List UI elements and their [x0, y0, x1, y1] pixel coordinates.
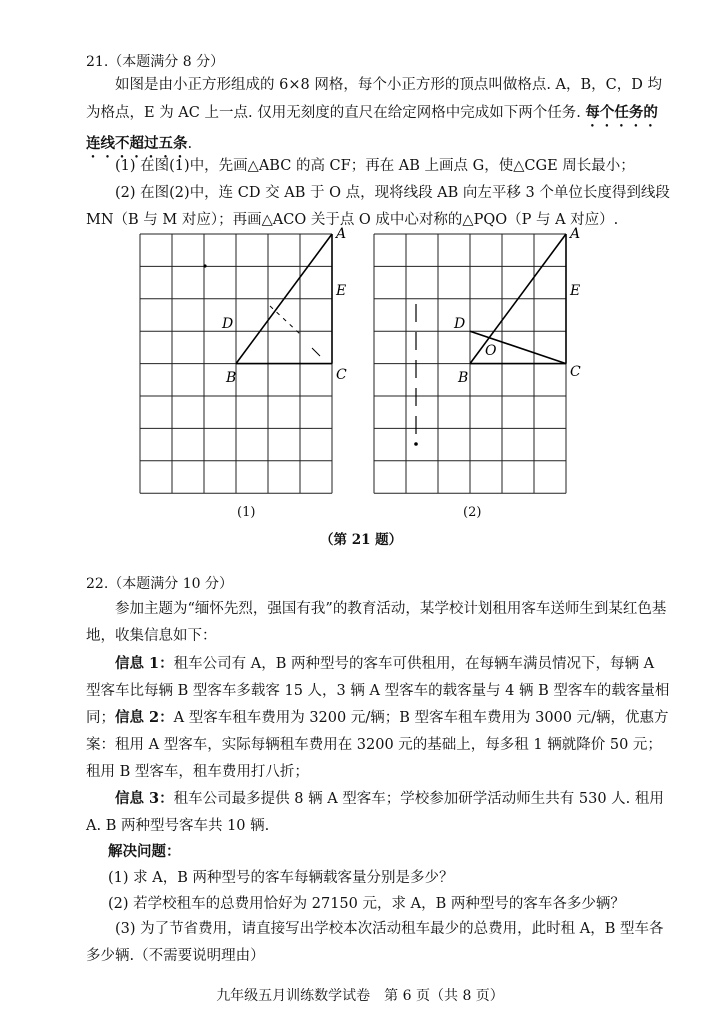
label-d: D: [222, 316, 234, 332]
q22-question-1: (1) 求 A，B 两种型号的客车每辆载客量分别是多少？: [108, 870, 454, 886]
info3-label: 信息 3：: [115, 790, 174, 807]
q21-task2: (2) 在图(2)中，连 CD 交 AB 于 O 点，现将线段 AB 向左平移 3 个单位长度得到线段 MN（B 与 M 对应）；再画△ACO 关于点 O 成中心对称的△PQO（P 与 A 对应）.: [86, 185, 670, 228]
q21-task1: (1) 在图(1)中，先画△ABC 的高 CF；再在 AB 上画点 G，使△CGE 周长最小；: [115, 158, 635, 174]
figure-title: （第 21 题）: [320, 532, 403, 548]
q22-info3: [86, 785, 672, 840]
label-c: C: [336, 367, 347, 383]
info1-text: 租车公司有 A，B 两种型号的客车可供租用，在每辆车满员情况下，每辆 A 型客车比每辆 B 型客车多载客 15 人，3 辆 A 型客车的载客量与 4 辆 B 型客车的载客量相同；: [86, 656, 670, 726]
figure-1-grid: [130, 224, 370, 509]
label-o: O: [485, 343, 497, 359]
info2-label: 信息 2：: [115, 709, 174, 726]
info2-text: A 型客车租车费用为 3200 元/辆；B 型客车租车费用为 3000 元/辆，优惠方案：租用 A 型客车，实际每辆租车费用在 3200 元的基础上，每多租 1 辆就降价 50 元；租用 B 型客车，租车费用打八折；: [86, 710, 669, 780]
figure-2-caption: (2): [463, 505, 482, 520]
q22-header: 22.（本题满分 10 分）: [86, 576, 233, 592]
label-a: A: [570, 226, 581, 242]
figure-1-caption: (1): [237, 505, 256, 520]
info1-label: 信息 1：: [115, 655, 174, 672]
q22-question-2: (2) 若学校租车的总费用恰好为 27150 元，求 A，B 两种型号的客车各多少辆？: [108, 896, 625, 912]
q21-intro: [86, 72, 672, 161]
stray-dot: [203, 264, 206, 267]
label-e: E: [336, 283, 347, 299]
label-a: A: [336, 226, 347, 242]
label-b: B: [458, 370, 469, 386]
dashed-mark: [270, 306, 300, 334]
stray-dot: [414, 442, 418, 446]
label-d: D: [454, 316, 466, 332]
label-c: C: [570, 364, 581, 380]
q22-question-3: (3) 为了节省费用，请直接写出学校本次活动租车最少的总费用，此时租 A，B 型车各多少辆.（不需要说明理由）: [86, 921, 664, 964]
q21-intro-emphasis: 每个任务的连线不超过五条: [86, 104, 658, 152]
label-e: E: [570, 283, 581, 299]
q21-header: 21.（本题满分 8 分）: [86, 54, 225, 70]
dashed-mark: [312, 348, 320, 356]
figure-2-grid: [364, 224, 604, 509]
info3-text: 租车公司最多提供 8 辆 A 型客车；学校参加研学活动师生共有 530 人. 租用 A. B 两种型号客车共 10 辆.: [86, 791, 664, 834]
q22-info2: [86, 704, 672, 786]
q22-intro: 参加主题为“缅怀先烈，强国有我”的教育活动，某学校计划租用客车送师生到某红色基地，收集信息如下：: [86, 601, 667, 644]
q21-intro-text: 如图是由小正方形组成的 6×8 网格，每个小正方形的顶点叫做格点. A，B，C，D 均为格点，E 为 AC 上一点. 仅用无刻度的直尺在给定网格中完成如下两个任务.: [86, 77, 662, 121]
label-b: B: [226, 370, 237, 386]
q21-intro-end: .: [187, 136, 193, 152]
page-footer: 九年级五月训练数学试卷 第 6 页（共 8 页）: [216, 988, 504, 1004]
q22-solve-label: 解决问题：: [108, 843, 181, 860]
